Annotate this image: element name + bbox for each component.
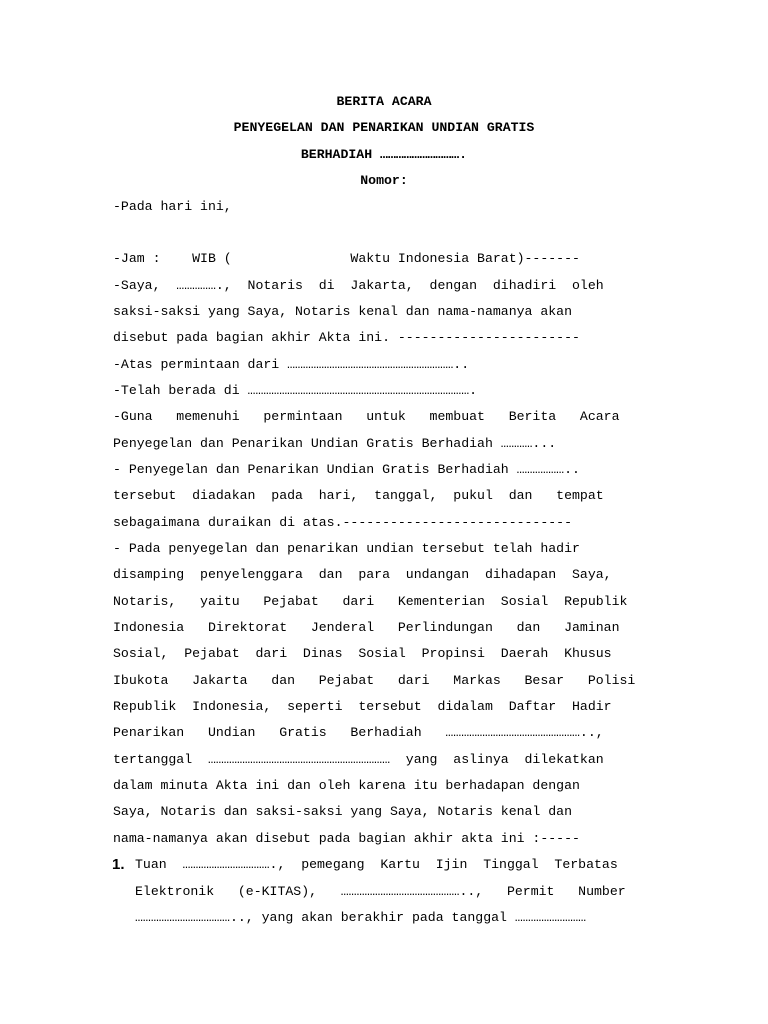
text-line: dalam minuta Akta ini dan oleh karena itu berhadapan dengan [113,778,580,793]
text-line: - Pada penyegelan dan penarikan undian tersebut telah hadir [113,541,580,556]
list-item-line: Elektronik (e-KITAS), ……………………………………….., Permit Number [135,884,626,899]
text-line: -Telah berada di …………………………………………………………………………. [113,383,478,398]
list-item-line: ……………………………….., yang akan berakhir pada tanggal ……………………… [135,910,587,925]
text-line: Indonesia Direktorat Jenderal Perlindungan dan Jaminan [113,620,620,635]
text-line: -Guna memenuhi permintaan untuk membuat Berita Acara [113,409,620,424]
text-line: -Saya, ……………., Notaris di Jakarta, dengan dihadiri oleh [113,278,604,293]
text-line: Saya, Notaris dan saksi-saksi yang Saya, Notaris kenal dan [113,804,572,819]
doc-subtitle: PENYEGELAN DAN PENARIKAN UNDIAN GRATIS [233,120,535,135]
text-line: nama-namanya akan disebut pada bagian akhir akta ini :----- [113,831,580,846]
text-line: -Jam : WIB ( Waktu Indonesia Barat)------- [113,251,580,266]
text-line: Ibukota Jakarta dan Pejabat dari Markas Besar Polisi [113,673,636,688]
list-number: 1. [112,856,125,873]
text-line: Sosial, Pejabat dari Dinas Sosial Propinsi Daerah Khusus [113,646,612,661]
text-line: Penyegelan dan Penarikan Undian Gratis Berhadiah …………... [113,436,557,451]
text-line: saksi-saksi yang Saya, Notaris kenal dan nama-namanya akan [113,304,572,319]
text-line: tertanggal …………………………………………………………… yang aslinya dilekatkan [113,752,604,767]
text-line: sebagaimana duraikan di atas.----------------------------- [113,515,572,530]
text-line: -Atas permintaan dari ……………………………………………………….. [113,357,470,372]
text-line: disamping penyelenggara dan para undangan dihadapan Saya, [113,567,612,582]
text-line: Penarikan Undian Gratis Berhadiah …………………………………………….., [113,725,604,740]
text-line: disebut pada bagian akhir Akta ini. ----------------------- [113,330,580,345]
text-line: - Penyegelan dan Penarikan Undian Gratis Berhadiah ……………….. [113,462,580,477]
text-line: -Pada hari ini, [113,199,232,214]
doc-subtitle-2: BERHADIAH …………………………. [300,147,468,162]
list-item-line: Tuan ……………………………., pemegang Kartu Ijin Tinggal Terbatas [135,857,618,872]
text-line: tersebut diadakan pada hari, tanggal, pukul dan tempat [113,488,604,503]
text-line: Notaris, yaitu Pejabat dari Kementerian Sosial Republik [113,594,628,609]
text-line: Republik Indonesia, seperti tersebut didalam Daftar Hadir [113,699,612,714]
doc-title: BERITA ACARA [336,94,432,109]
doc-number-label: Nomor: [360,173,408,188]
